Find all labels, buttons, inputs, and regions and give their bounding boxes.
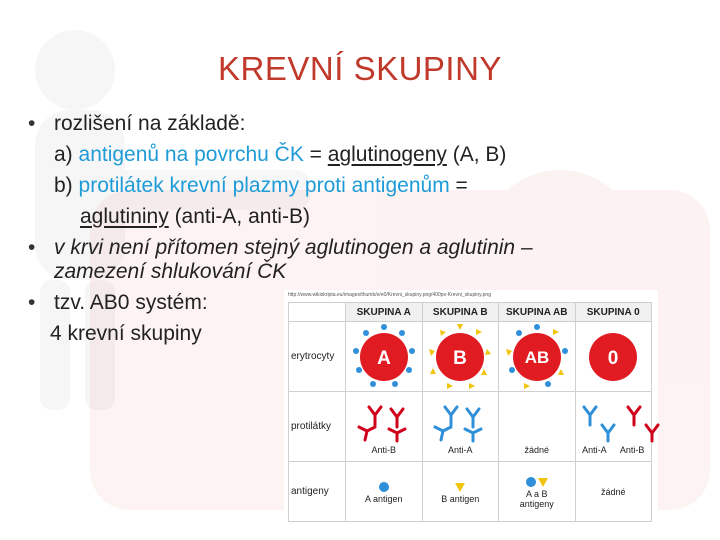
blood-group-table-image (284, 290, 658, 526)
cell-letter-a: A (376, 347, 391, 369)
bullet-1b-prefix: b) (54, 174, 79, 197)
antibody-labels-0-group (576, 445, 652, 455)
header-skupina-ab: SKUPINA AB (499, 303, 576, 322)
bullet-1a-suffix: (A, B) (446, 143, 507, 166)
antibody-label-b-group: Anti-A (447, 444, 473, 455)
bullet-1a-highlight: antigenů na povrchu ČK (78, 143, 304, 166)
erythrocyte-b-icon (425, 323, 495, 391)
yellow-antigen-icon (453, 480, 467, 494)
header-skupina-b: SKUPINA B (422, 303, 499, 322)
cell-antibody-b-group (422, 392, 499, 462)
antigen-label-a: A antigen (364, 493, 403, 504)
bullet-1b-highlight: protilátek krevní plazmy proti antigenům (78, 174, 450, 197)
corner-cell (289, 303, 346, 322)
row-label-antigeny: antigeny (289, 462, 346, 522)
slide-title: KREVNÍ SKUPINY (218, 50, 502, 87)
bullet-1a-eq: = (303, 143, 328, 166)
cell-erythrocyte-b (422, 322, 499, 392)
term-aglutinogeny: aglutinogeny (327, 143, 447, 166)
antibody-anti-b-icon (349, 399, 419, 445)
bullet-3-line1: tzv. AB0 systém: (54, 291, 208, 314)
antibody-label-a-group: Anti-B (371, 444, 396, 455)
cell-antigen-b (422, 462, 499, 522)
bullet-3-line2: 4 krevní skupiny (50, 322, 202, 345)
antigen-label-ab-line2: antigeny (519, 498, 554, 509)
cell-erythrocyte-ab (499, 322, 576, 392)
header-skupina-a: SKUPINA A (346, 303, 423, 322)
term-aglutininy: aglutininy (80, 205, 169, 228)
bullet-dot: • (28, 112, 36, 135)
blue-yellow-antigens-icon (522, 475, 552, 489)
erythrocyte-0-icon (578, 323, 648, 391)
cell-antibody-ab-group (499, 392, 576, 462)
antibody-anti-a-anti-b-icon (576, 399, 666, 445)
antibody-label-ab-group: žádné (524, 445, 550, 455)
cell-letter-ab: AB (524, 347, 550, 367)
cell-antigen-a (346, 462, 423, 522)
blue-antigen-icon (377, 480, 391, 494)
antigen-label-0: žádné (600, 486, 626, 497)
antibody-label-0-anti-b: Anti-B (619, 444, 645, 455)
bullet-2-cont (28, 256, 688, 287)
cell-antigen-0 (575, 462, 652, 522)
row-label-protilatky: protilátky (289, 392, 346, 462)
bullet-1b-suffix: (anti-A, anti-B) (168, 205, 310, 228)
header-skupina-0: SKUPINA 0 (575, 303, 652, 322)
cell-antibody-0-group (575, 392, 652, 462)
bullet-1a (28, 139, 688, 170)
bullet-2 (28, 232, 688, 259)
bullet-1b-cont (28, 201, 688, 232)
bullet-dot: • (28, 236, 36, 259)
bullet-2-line2: zamezení shlukování ČK (54, 260, 287, 283)
cell-antigen-ab (499, 462, 576, 522)
bullet-2-line1: v krvi není přítomen stejný aglutinogen a aglutinin – (54, 236, 533, 259)
cell-erythrocyte-0 (575, 322, 652, 392)
cell-letter-b: B (453, 347, 468, 369)
bullet-1-text: rozlišení na základě: (54, 112, 246, 135)
antigen-label-b: B antigen (441, 493, 480, 504)
antibody-label-0-anti-a: Anti-A (582, 444, 607, 455)
bullet-1b (28, 170, 688, 201)
blood-group-table (288, 302, 652, 522)
bullet-1 (28, 108, 688, 139)
antibody-anti-a-icon (425, 399, 495, 445)
row-label-erytrocyty: erytrocyty (289, 322, 346, 392)
bullet-1b-eq: = (449, 174, 468, 197)
erythrocyte-a-icon (349, 323, 419, 391)
image-source-url: http://www.wikiskripta.eu/images/thumb/e/e0/Krevni_skupiny.png/400px-Krevni_skupiny.png (288, 292, 491, 298)
bullet-dot: • (28, 291, 36, 314)
antigen-label-ab-line1: A a B (525, 488, 548, 499)
cell-erythrocyte-a (346, 322, 423, 392)
bullet-1a-prefix: a) (54, 143, 79, 166)
erythrocyte-ab-icon (502, 323, 572, 391)
cell-letter-0: 0 (607, 347, 619, 369)
cell-antibody-a-group (346, 392, 423, 462)
